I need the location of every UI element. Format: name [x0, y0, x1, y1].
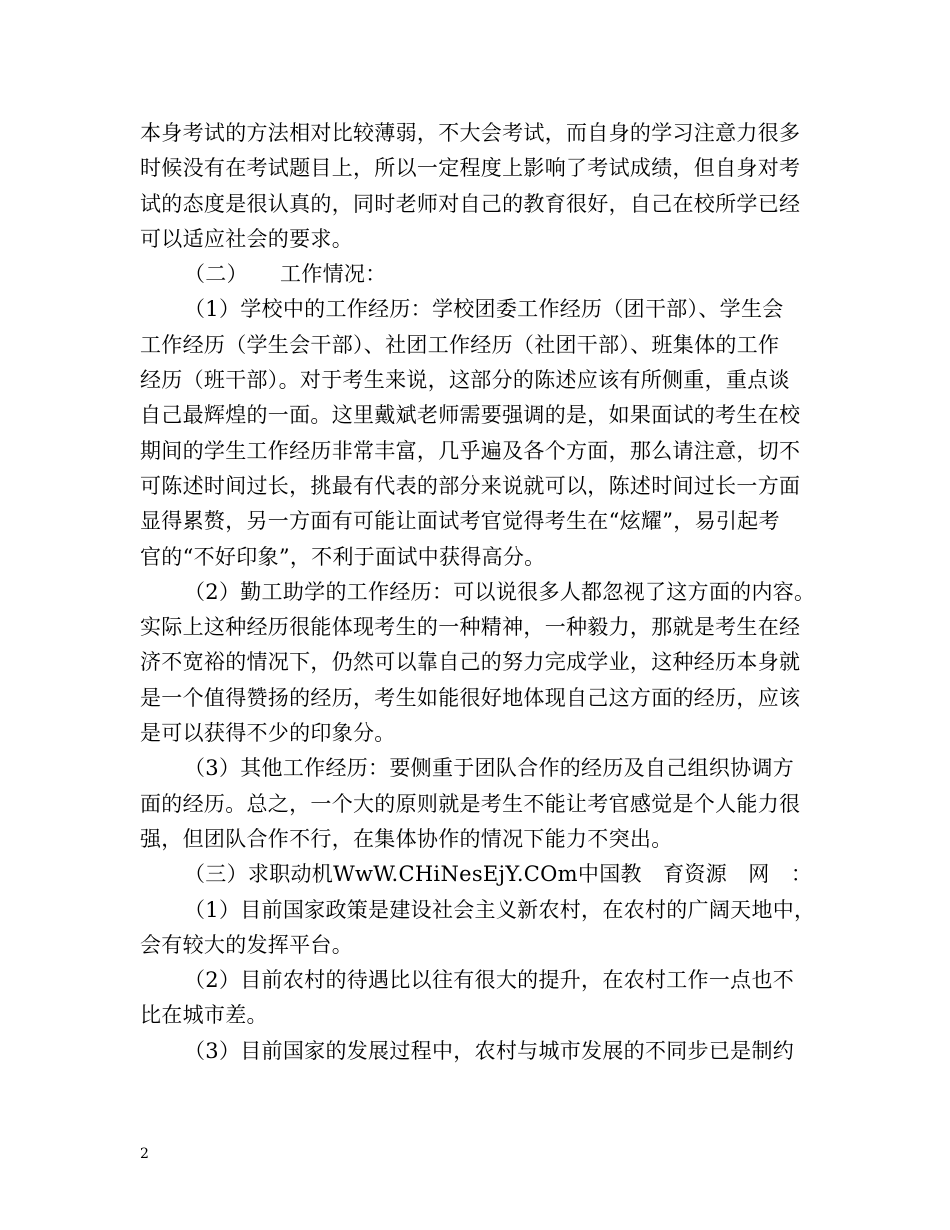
- text-line: 自己最辉煌的一面。这里戴斌老师需要强调的是，如果面试的考生在校: [140, 403, 801, 428]
- text-line: 比在城市差。: [140, 1003, 268, 1028]
- text-line: 可陈述时间过长，挑最有代表的部分来说就可以，陈述时间过长一方面: [140, 473, 801, 498]
- text-line: 可以适应社会的要求。: [140, 226, 353, 251]
- text-line: 经历（班干部）。对于考生来说，这部分的陈述应该有所侧重，重点谈: [140, 368, 790, 393]
- text-line: （1）目前国家政策是建设社会主义新农村，在农村的广阔天地中，: [184, 897, 816, 922]
- text-line: 实际上这种经历很能体现考生的一种精神，一种毅力，那就是考生在经: [140, 615, 801, 640]
- text-line: 试的态度是很认真的，同时老师对自己的教育很好，自己在校所学已经: [140, 191, 801, 216]
- text-line: 是可以获得不少的印象分。: [140, 721, 396, 746]
- text-line: 本身考试的方法相对比较薄弱，不大会考试，而自身的学习注意力很多: [140, 121, 801, 145]
- text-line: （1）学校中的工作经历：学校团委工作经历（团干部）、学生会: [184, 297, 784, 322]
- text-line: 时候没有在考试题目上，所以一定程度上影响了考试成绩，但自身对考: [140, 156, 801, 181]
- text-line: （二） 工作情况：: [184, 262, 387, 287]
- text-line: 是一个值得赞扬的经历，考生如能很好地体现自己这方面的经历，应该: [140, 685, 801, 710]
- text-line: （2）勤工助学的工作经历：可以说很多人都忽视了这方面的内容。: [184, 579, 816, 604]
- text-line: 期间的学生工作经历非常丰富，几乎遍及各个方面，那么请注意，切不: [140, 438, 801, 463]
- body-text: [140, 116, 830, 1069]
- page-number: 2: [140, 1146, 149, 1162]
- text-line: 强，但团队合作不行，在集体协作的情况下能力不突出。: [140, 826, 673, 851]
- text-line: 面的经历。总之，一个大的原则就是考生不能让考官感觉是个人能力很: [140, 791, 801, 816]
- text-line: （3）其他工作经历：要侧重于团队合作的经历及自己组织协调方: [184, 756, 795, 781]
- text-line: 显得累赘，另一方面有可能让面试考官觉得考生在“炫耀”，易引起考: [140, 509, 780, 534]
- text-line: 官的“不好印象”，不利于面试中获得高分。: [140, 544, 546, 569]
- text-line: （2）目前农村的待遇比以往有很大的提升，在农村工作一点也不: [184, 968, 795, 993]
- text-line: （三）求职动机WwW.CHiNesEjY.COm中国教 育资源 网 ：: [184, 862, 813, 887]
- text-line: 济不宽裕的情况下，仍然可以靠自己的努力完成学业，这种经历本身就: [140, 650, 801, 675]
- text-line: 工作经历（学生会干部）、社团工作经历（社团干部）、班集体的工作: [140, 332, 780, 357]
- text-line: 会有较大的发挥平台。: [140, 932, 353, 957]
- text-line: （3）目前国家的发展过程中，农村与城市发展的不同步已是制约: [184, 1038, 795, 1063]
